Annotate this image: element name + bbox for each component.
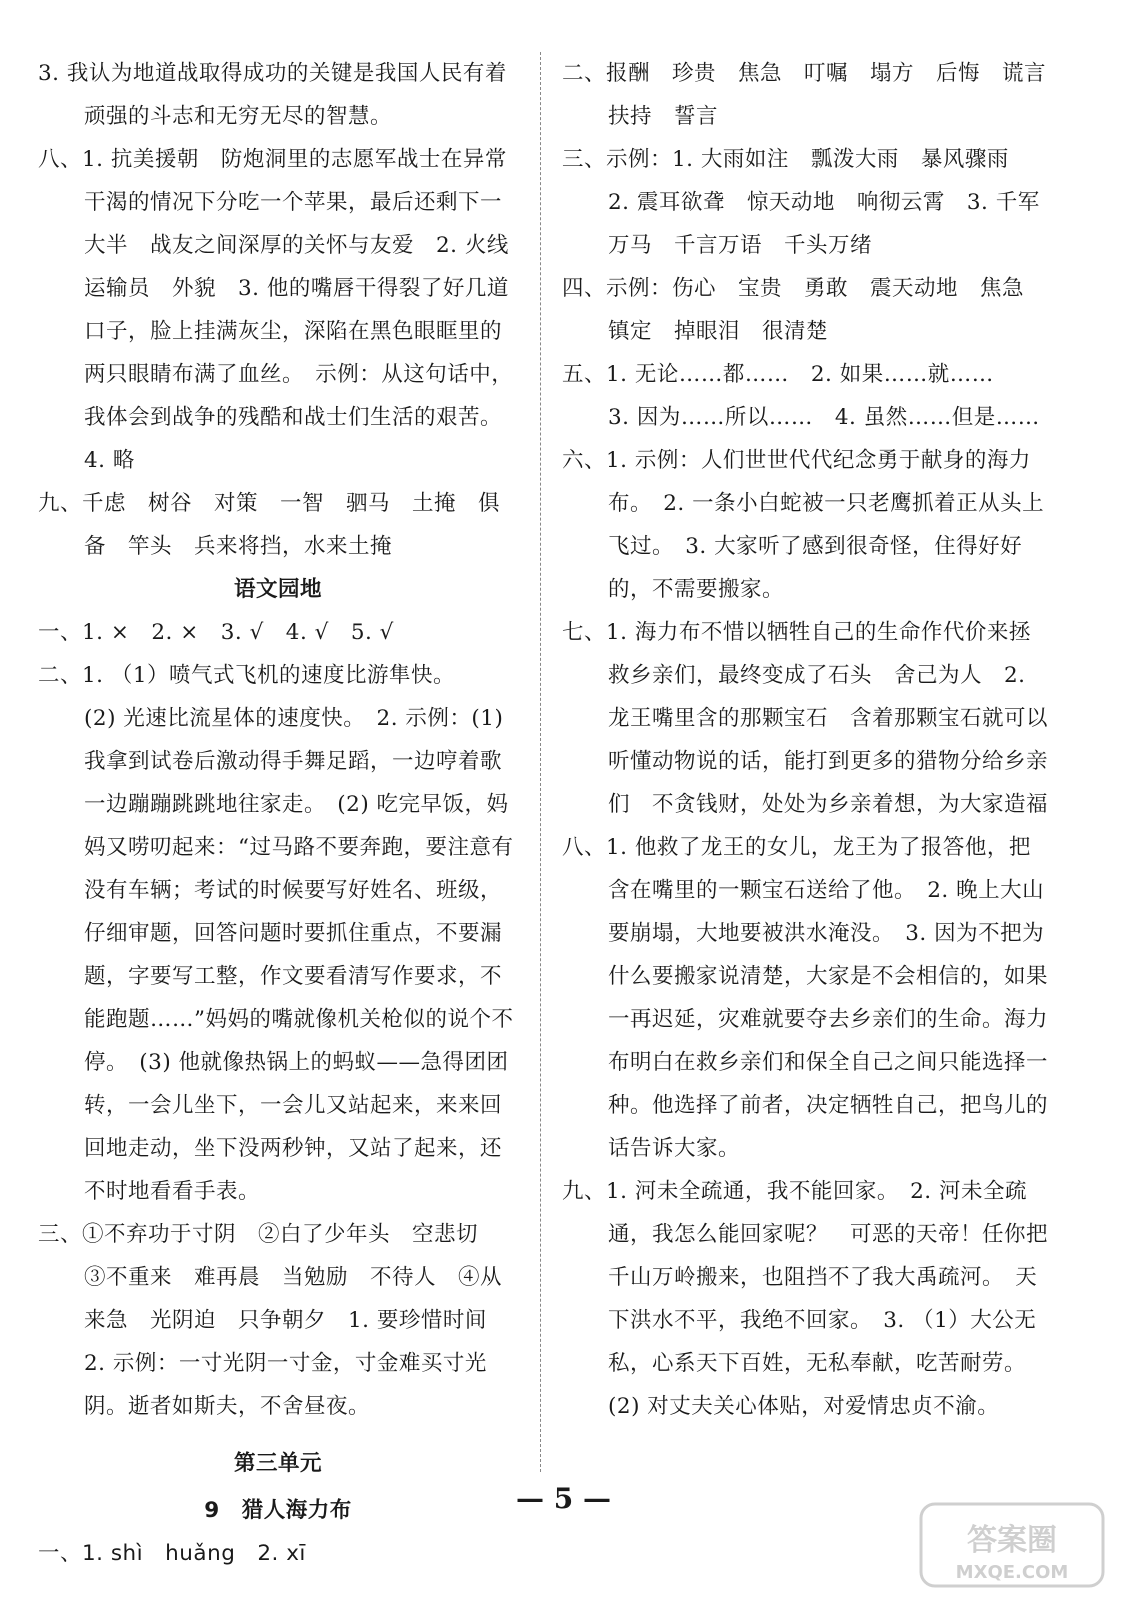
answer-line: 八、1. 他救了龙王的女儿，龙王为了报答他，把含在嘴里的一颗宝石送给了他。 2. 晚上大山要崩塌，大地要被洪水淹没。 3. 因为不把为什么要搬家说清楚，大家是不会相信的，如果一再迟延，灾难就要夺去乡亲们的生命。海力布明白在救乡亲们和保全自己之间只能选择一种。他选择了前者，决定牺牲自己，把鸟儿的话告诉大家。	[562, 835, 1049, 1161]
answer-line: 二、1. （1）喷气式飞机的速度比游隼快。	[38, 663, 456, 688]
answer-line: 九、千虑 树谷 对策 一智 驷马 土掩 俱备 竿头 兵来将挡，水来土掩	[38, 491, 501, 559]
answer-line: 3. 我认为地道战取得成功的关键是我国人民有着顽强的斗志和无穷无尽的智慧。	[38, 61, 507, 129]
column-divider	[540, 52, 541, 1472]
svg-text:MXQE.COM: MXQE.COM	[955, 1562, 1069, 1583]
page-number: 5	[553, 1482, 574, 1515]
answer-line: 三、①不弃功于寸阴 ②白了少年头 空悲切 ③不重来 难再晨 当勉励 不待人 ④从来急 光阴迫 只争朝夕 1. 要珍惜时间	[38, 1222, 503, 1333]
footer-dash-left: —	[516, 1482, 554, 1515]
answer-line: 一、1. × 2. × 3. √ 4. √ 5. √	[38, 620, 394, 645]
answer-line: 四、示例：伤心 宝贵 勇敢 震天动地 焦急 镇定 掉眼泪 很清楚	[562, 276, 1047, 344]
right-column	[562, 52, 1069, 1428]
watermark-logo	[917, 1500, 1107, 1590]
answer-line: 六、1. 示例：人们世世代代纪念勇于献身的海力布。 2. 一条小白蛇被一只老鹰抓着正从头上飞过。 3. 大家听了感到很奇怪，住得好好的，不需要搬家。	[562, 448, 1045, 602]
lesson-title: 9 猎人海力布	[204, 1498, 352, 1523]
answer-line: 一、1. shì huǎng 2. xī	[38, 1541, 306, 1566]
left-column	[38, 52, 518, 1575]
answer-line: 2. 示例：一寸光阴一寸金，寸金难买寸光阴。逝者如斯夫，不舍昼夜。	[84, 1351, 487, 1419]
answer-line: (2) 光速比流星体的速度快。 2. 示例：(1) 我拿到试卷后激动得手舞足蹈，一边哼着歌一边蹦蹦跳跳地往家走。 (2) 吃完早饭，妈妈又唠叨起来：“过马路不要奔跑，要注意有没有车辆；考试的时候要写好姓名、班级，仔细审题，回答问题时要抓住重点，不要漏题，字要写工整，作文要看清写作要求，不能跑题……”妈妈的嘴就像机关枪似的说个不停。 (3) 他就像热锅上的蚂蚁——急得团团转，一会儿坐下，一会儿又站起来，来来回回地走动，坐下没两秒钟，又站了起来，还不时地看看手表。	[84, 706, 514, 1204]
answer-line: 三、示例：1. 大雨如注 瓢泼大雨 暴风骤雨 2. 震耳欲聋 惊天动地 响彻云霄 3. 千军万马 千言万语 千头万绪	[562, 147, 1040, 258]
watermark-icon	[917, 1500, 1107, 1590]
answer-line: 二、报酬 珍贵 焦急 叮嘱 塌方 后悔 谎言 扶持 誓言	[562, 61, 1069, 129]
svg-text:答案圈: 答案圈	[967, 1523, 1057, 1558]
footer-dash-right: —	[573, 1482, 611, 1515]
unit-heading: 第三单元	[233, 1451, 322, 1476]
answer-line: (2) 对丈夫关心体贴，对爱情忠贞不渝。	[608, 1394, 1000, 1419]
section-title: 语文园地	[233, 577, 322, 602]
answer-line: 九、1. 河未全疏通，我不能回家。 2. 河未全疏通，我怎么能回家呢？ 可恶的天帝！任你把千山万岭搬来，也阻挡不了我大禹疏河。 天下洪水不平，我绝不回家。 3. （1）大公无私，心系天下百姓，无私奉献，吃苦耐劳。	[562, 1179, 1049, 1376]
answer-line: 五、1. 无论……都…… 2. 如果……就……	[562, 362, 994, 387]
answer-line: 七、1. 海力布不惜以牺牲自己的生命作代价来拯救乡亲们，最终变成了石头 舍己为人 2. 龙王嘴里含的那颗宝石 含着那颗宝石就可以听懂动物说的话，能打到更多的猎物分给乡亲们 不贪钱财，处处为乡亲着想，为大家造福	[562, 620, 1049, 817]
answer-line: 八、1. 抗美援朝 防炮洞里的志愿军战士在异常干渴的情况下分吃一个苹果，最后还剩下一大半 战友之间深厚的关怀与友爱 2. 火线运输员 外貌 3. 他的嘴唇干得裂了好几道口子，脸上挂满灰尘，深陷在黑色眼眶里的两只眼睛布满了血丝。 示例：从这句话中，我体会到战争的残酷和战士们生活的艰苦。 4. 略	[38, 147, 514, 473]
answer-line: 3. 因为……所以…… 4. 虽然……但是……	[608, 405, 1040, 430]
